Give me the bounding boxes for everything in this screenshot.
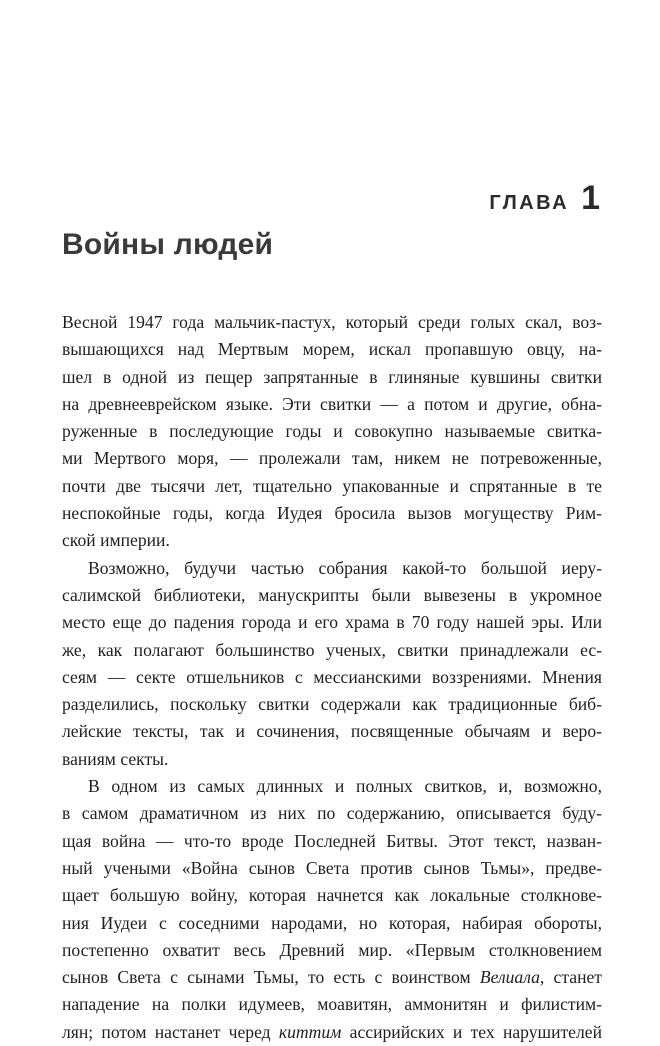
text-line: салимской библиотеки, манускрипты были вывезены в укромное: [62, 584, 602, 605]
text-line: ный учеными «Война сынов Света против сынов Тьмы», предве-: [62, 857, 602, 878]
text-line: шел в одной из пещер запрятанные в глиняные кувшины свитки: [62, 366, 602, 387]
text-line: сынов Света с сынами Тьмы, то есть с воинством Велиала, станет: [62, 967, 602, 988]
text-line: постепенно охватит весь Древний мир. «Первым столкновением: [62, 939, 602, 960]
text-line: щая война — что-то вроде Последней Битвы. Этот текст, назван-: [62, 830, 602, 851]
text-line: щает большую войну, которая начнется как локальные столкнове-: [62, 885, 602, 906]
text-line: Весной 1947 года мальчик-пастух, который среди голых скал, воз-: [62, 312, 602, 332]
text-line: ской империи.: [62, 530, 170, 551]
paragraph: [62, 309, 602, 555]
text-line: Возможно, будучи частью собрания какой-то большой иеру-: [88, 557, 602, 578]
chapter-heading: [489, 181, 600, 215]
text-line: разделились, поскольку свитки содержали как традиционные биб-: [62, 694, 602, 715]
text-line: руженные в последующие годы и совокупно называемые свитка-: [62, 421, 602, 442]
text-line: же, как полагают большинство ученых, свитки принадлежали ес-: [62, 639, 602, 660]
chapter-label: ГЛАВА: [489, 192, 570, 214]
text-line: на древнееврейском языке. Эти свитки — а потом и другие, обна-: [62, 393, 602, 414]
text-line: ния Иудеи с соседними народами, но которая, набирая обороты,: [62, 912, 602, 933]
text-line: почти две тысячи лет, тщательно упакованные и спрятанные в те: [62, 475, 602, 496]
text-line: вышающихся над Мертвым морем, искал пропавшую овцу, на-: [62, 339, 602, 360]
text-line: нападение на полки идумеев, моавитян, аммонитян и филистим-: [62, 994, 602, 1015]
body-text: [62, 309, 602, 1046]
chapter-title: Войны людей: [62, 228, 274, 261]
text-line: в самом драматичном из них по содержанию, описывается буду-: [62, 803, 602, 824]
text-line: ми Мертвого моря, — пролежали там, никем не потревоженные,: [62, 448, 602, 469]
text-line: лян; потом настанет черед киттим ассирийских и тех нарушителей: [62, 1021, 602, 1042]
chapter-number: 1: [581, 179, 600, 217]
text-line: ваниям секты.: [62, 748, 169, 769]
paragraph: [62, 555, 602, 773]
text-line: лейские тексты, так и сочинения, посвященные обычаям и веро-: [62, 721, 602, 742]
text-line: место еще до падения города и его храма в 70 году нашей эры. Или: [62, 612, 602, 633]
paragraph: [62, 773, 602, 1046]
text-line: В одном из самых длинных и полных свитков, и, возможно,: [88, 776, 602, 797]
text-line: неспокойные годы, когда Иудея бросила вызов могуществу Рим-: [62, 503, 602, 524]
text-line: сеям — секте отшельников с мессианскими воззрениями. Мнения: [62, 666, 602, 687]
